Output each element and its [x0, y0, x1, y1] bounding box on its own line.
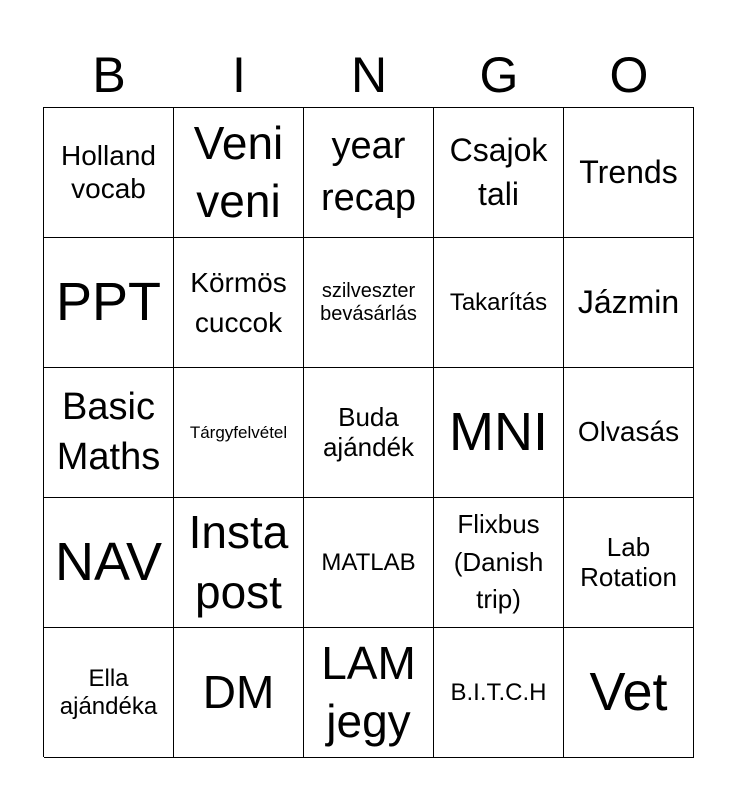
cell-text: MNI — [449, 402, 548, 463]
bingo-cell-r3c1[interactable] — [44, 368, 174, 498]
bingo-board — [43, 107, 694, 757]
bingo-cell-r5c3[interactable] — [304, 628, 434, 758]
bingo-cell-r1c5[interactable] — [564, 108, 694, 238]
bingo-cell-r4c4[interactable] — [434, 498, 564, 628]
bingo-cell-r1c4[interactable] — [434, 108, 564, 238]
bingo-cell-r4c2[interactable] — [174, 498, 304, 628]
bingo-cell-r5c4[interactable] — [434, 628, 564, 758]
cell-text: Holland vocab — [61, 140, 156, 204]
bingo-cell-r5c5[interactable] — [564, 628, 694, 758]
bingo-cell-r4c3[interactable] — [304, 498, 434, 628]
bingo-cell-r5c1[interactable] — [44, 628, 174, 758]
cell-text: Flixbus (Danish trip) — [453, 508, 544, 615]
cell-text: Insta post — [188, 505, 289, 618]
cell-text: szilveszter bevásárlás — [320, 279, 417, 325]
cell-text: Tárgyfelvétel — [189, 422, 288, 442]
cell-text: B.I.T.C.H — [450, 678, 547, 706]
cell-text: Veni veni — [193, 117, 284, 227]
bingo-cell-r1c1[interactable] — [44, 108, 174, 238]
bingo-cell-r2c5[interactable] — [564, 238, 694, 368]
cell-text: Buda ajándék — [322, 401, 415, 462]
cell-text: Körmös cuccok — [190, 267, 287, 338]
bingo-cell-r1c2[interactable] — [174, 108, 304, 238]
bingo-cell-r3c2[interactable] — [174, 368, 304, 498]
bingo-cell-r2c3[interactable] — [304, 238, 434, 368]
bingo-cell-r2c1[interactable] — [44, 238, 174, 368]
bingo-cell-r2c2[interactable] — [174, 238, 304, 368]
bingo-cell-r4c1[interactable] — [44, 498, 174, 628]
cell-text: NAV — [54, 532, 163, 593]
bingo-cell-r5c2[interactable] — [174, 628, 304, 758]
cell-text: Jázmin — [577, 284, 680, 321]
cell-text: Lab Rotation — [580, 531, 677, 592]
bingo-cell-r3c3[interactable] — [304, 368, 434, 498]
cell-text: Vet — [589, 662, 668, 723]
cell-text: LAM jegy — [321, 637, 416, 747]
cell-text: Basic Maths — [56, 386, 161, 478]
cell-text: PPT — [55, 272, 162, 333]
cell-text: Ella ajándéka — [59, 664, 158, 720]
bingo-cell-r1c3[interactable] — [304, 108, 434, 238]
cell-text: year recap — [320, 125, 417, 219]
bingo-header — [44, 40, 694, 110]
header-letter-n: N — [350, 47, 388, 103]
bingo-cell-r3c5[interactable] — [564, 368, 694, 498]
bingo-cell-r3c4[interactable] — [434, 368, 564, 498]
cell-text: Trends — [579, 154, 678, 191]
cell-text: Takarítás — [449, 288, 548, 316]
cell-text: MATLAB — [321, 548, 416, 576]
header-letter-b: B — [92, 47, 126, 103]
cell-text: Olvasás — [577, 416, 680, 448]
bingo-cell-r2c4[interactable] — [434, 238, 564, 368]
cell-text: DM — [202, 666, 275, 719]
header-letter-o: O — [609, 47, 649, 103]
header-letter-g: G — [479, 47, 519, 103]
cell-text: Csajok tali — [449, 132, 548, 212]
bingo-cell-r4c5[interactable] — [564, 498, 694, 628]
header-letter-i: I — [232, 47, 246, 103]
